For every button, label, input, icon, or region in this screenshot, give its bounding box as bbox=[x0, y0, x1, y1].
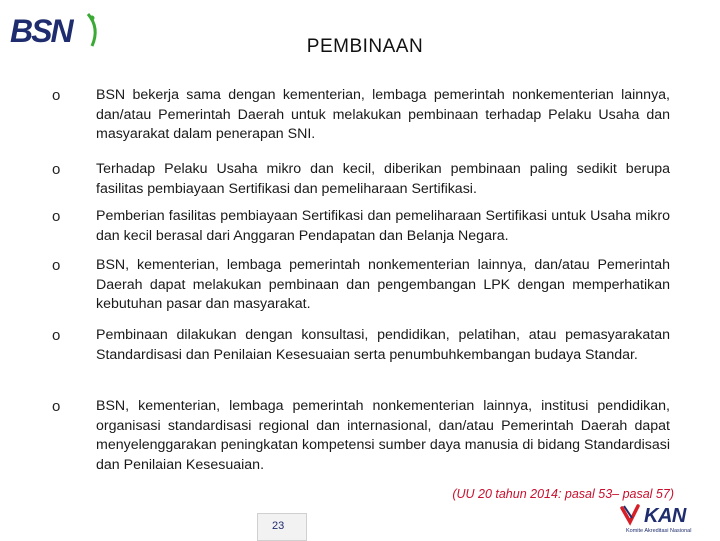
legal-citation: (UU 20 tahun 2014: pasal 53– pasal 57) bbox=[452, 487, 674, 501]
list-item-text: BSN, kementerian, lembaga pemerintah nonkementerian lainnya, dan/atau Pemerintah Daerah dapat melakukan pembinaan dan pengembangan LPK dengan memperhatikan kebutuhan pasar dan masyarakat. bbox=[96, 257, 670, 312]
list-item-text: Terhadap Pelaku Usaha mikro dan kecil, diberikan pembinaan paling sedikit berupa fasilitas pembiayaan Sertifikasi dan pemeliharaan Sertifikasi. bbox=[96, 161, 670, 197]
list-item-text: Pemberian fasilitas pembiayaan Sertifikasi dan pemeliharaan Sertifikasi untuk Usaha mikro dan kecil berasal dari Anggaran Pendapatan dan Belanja Negara. bbox=[96, 208, 670, 244]
page-number: 23 bbox=[272, 520, 285, 532]
list-item-text: Pembinaan dilakukan dengan konsultasi, pendidikan, pelatihan, atau pemasyarakatan Standardisasi dan Penilaian Kesesuaian serta penumbuhkembangan budaya Standar. bbox=[96, 327, 670, 363]
page-title: PEMBINAAN bbox=[306, 36, 424, 57]
bullet-marker: o bbox=[52, 257, 61, 274]
bullet-marker: o bbox=[52, 87, 61, 104]
kan-logo-subtitle: Komite Akreditasi Nasional bbox=[626, 528, 692, 534]
bullet-marker: o bbox=[52, 327, 61, 344]
kan-logo-text: KAN bbox=[644, 505, 686, 527]
svg-text:BSN: BSN bbox=[10, 13, 72, 49]
bullet-marker: o bbox=[52, 398, 61, 415]
bullet-marker: o bbox=[52, 208, 61, 225]
list-item-text: BSN bekerja sama dengan kementerian, lembaga pemerintah nonkementerian lainnya, dan/atau Pemerintah Daerah untuk melakukan pembinaan terhadap Pelaku Usaha dan masyarakat dalam penerapan SNI. bbox=[96, 87, 670, 142]
list-item-text: BSN, kementerian, lembaga pemerintah nonkementerian lainnya, institusi pendidikan, organisasi standardisasi regional dan internasional, dan/atau Pemerintah Daerah dapat menyelenggarakan peningkatan kompetensi sumber daya manusia di bidang Standardisasi dan Penilaian Kesesuaian. bbox=[96, 398, 670, 473]
bullet-marker: o bbox=[52, 161, 61, 178]
